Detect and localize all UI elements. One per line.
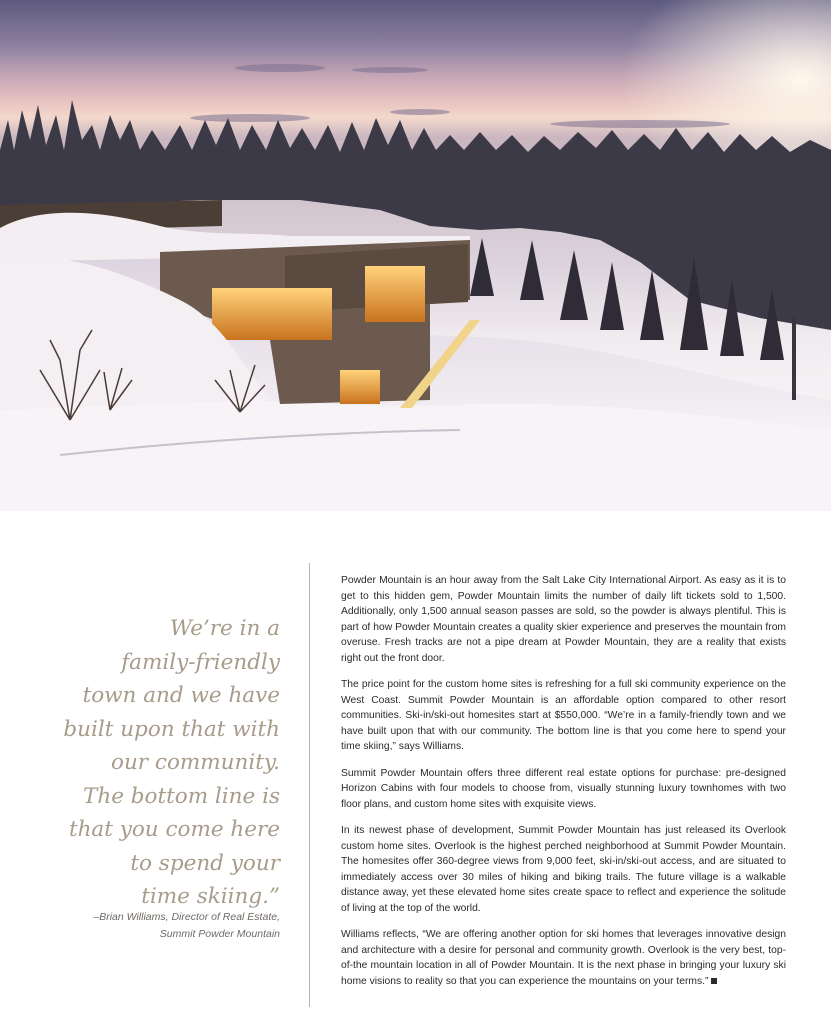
- pull-quote-line: that you come here: [68, 817, 280, 842]
- pull-quote-line: time skiing.”: [141, 884, 280, 909]
- house: [0, 200, 480, 410]
- snowy-house-illustration: [0, 0, 831, 511]
- article-body: [341, 573, 786, 1000]
- article-paragraph: Summit Powder Mountain offers three different real estate options for purchase: pre-designed Horizon Cabins with four models to choose from, visually stunning luxury townhomes with two floor plans, and custom home sites with exquisite views.: [341, 767, 786, 810]
- article-paragraph-final: [341, 927, 786, 989]
- hero-photo: [0, 0, 831, 511]
- article-paragraph: Powder Mountain is an hour away from the Salt Lake City International Airport. As easy as it is to get to this hidden gem, Powder Mountain limits the number of daily lift tickets sold to 1,500. Additionally, only 1,500 annual season passes are sold, so the powder is always plentiful. This is part of how Powder Mountain creates a quality skier experience and preserves the mountain from overuse. Fresh tracks are not a pipe dream at Powder Mountain, they are a reality that exists right out the front door.: [341, 575, 786, 664]
- pull-quote-line: to spend your: [130, 850, 280, 876]
- article-paragraph: In its newest phase of development, Summit Powder Mountain has just released its Overlook custom home sites. Overlook is the highest perched neighborhood at Summit Powder Mountain. The homesites offer 360-degree views from 9,000 feet, ski-in/ski-out access, and are situated to immediately access over 30 miles of hiking and biking trails. The future village is a walkable distance away, yet these elevated home sites create space to reflect and experience the solitude of living at the top of the world.: [341, 825, 786, 914]
- pull-quote-line: our community.: [111, 750, 280, 775]
- utility-pole: [792, 318, 796, 400]
- pull-quote: [40, 612, 280, 914]
- attribution-line: Summit Powder Mountain: [159, 928, 280, 940]
- pull-quote-line: We’re in a: [169, 616, 280, 641]
- pull-quote-line: town and we have: [82, 683, 280, 708]
- pull-quote-line: family-friendly: [121, 649, 280, 675]
- attribution-line: –Brian Williams, Director of Real Estate,: [93, 911, 280, 923]
- quote-attribution: [40, 909, 280, 943]
- end-mark: [711, 978, 717, 984]
- pull-quote-line: built upon that with: [63, 716, 280, 742]
- pull-quote-line: The bottom line is: [83, 783, 280, 809]
- column-divider: [309, 563, 310, 1007]
- article-paragraph: The price point for the custom home sites is refreshing for a full ski community experience on the West Coast. Summit Powder Mountain is an affordable option compared to other resort communities. Ski-in/ski-out homesites start at $550,000. “We’re in a family-friendly town and we have built upon that with our community. The bottom line is that you come here to spend your time skiing,” says Williams.: [341, 679, 786, 752]
- article-paragraph-text: Williams reflects, “We are offering another option for ski homes that leverages innovative design and architecture with a desire for personal and community growth. Overlook is the very best, top-of-the mountain location in all of Powder Mountain. It is the next phase in bringing your luxury ski home visions to reality so that you can experience the mountains on your terms.”: [341, 929, 786, 987]
